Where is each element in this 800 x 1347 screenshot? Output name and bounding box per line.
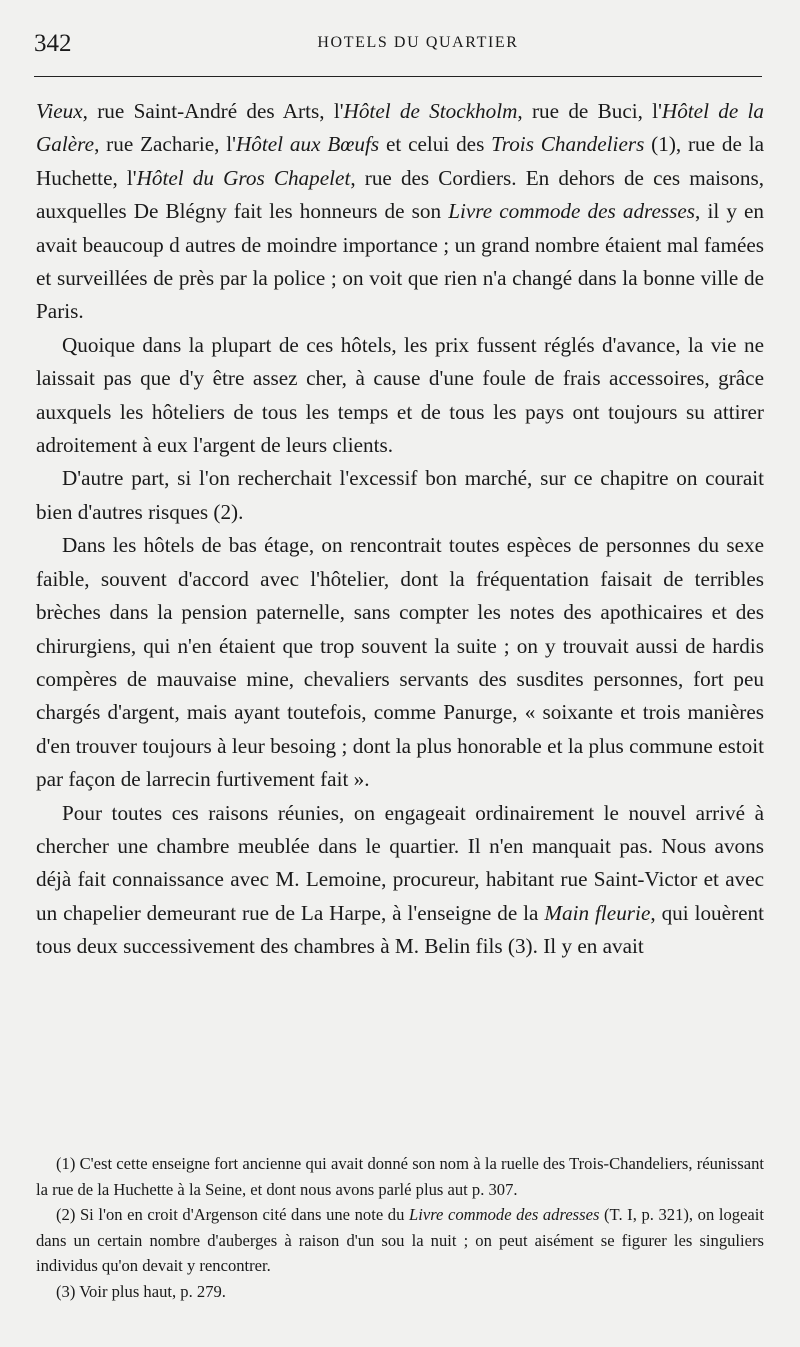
text-run: , rue des Cordiers. En dehors de ces maisons, auxquelles De Blégny fait les honneurs de son [36,165,764,224]
text-run: et celui des [379,132,492,157]
paragraph-5 [36,797,764,964]
page-header [34,28,762,68]
text-run: , rue de Buci, l' [517,99,662,123]
text-run: , qui louèrent tous deux successivement des chambres à M. Belin fils (3). Il y en avait [36,900,764,959]
text-run: , rue Zacharie, l' [94,132,236,157]
italic-text: Livre commode des adresses [448,199,696,224]
paragraph-2: Quoique dans la plupart de ces hôtels, les prix fussent réglés d'avance, la vie ne laissait pas que d'y être assez cher, à cause d'une foule de frais accessoires, grâce auxquels les hôteliers de tous les temps et de tous les pays ont toujours su attirer adroitement à eux l'argent de leurs clients. [36,332,764,458]
italic-text: Trois Chandeliers [491,132,645,157]
text-run: Pour toutes ces raisons réunies, on engageait ordinairement le nouvel arrivé à chercher une chambre meublée dans le quartier. Il n'en manquait pas. Nous avons déjà fait connaissance avec M. Lemoine, procureur, habitant rue Saint-Victor et avec un chapelier demeurant rue de La Harpe, à l'enseigne de la [36,800,764,925]
paragraph-4: Dans les hôtels de bas étage, on rencontrait toutes espèces de personnes du sexe faible, souvent d'accord avec l'hôtelier, dont la fréquentation faisait de terribles brèches dans la pension paternelle, sans compter les notes des apothicaires et des chirurgiens, qui n'en étaient que trop souvent la suite ; on y trouvait aussi de hardis compères de mauvaise mine, chevaliers servants des susdites personnes, fort peu chargés d'argent, mais ayant toutefois, comme Panurge, « soixante et trois manières d'en trouver toujours à leur besoing ; dont la plus honorable et la plus commune estoit par façon de larrecin furtivement fait ». [36,533,764,792]
footnote-2 [36,1202,764,1279]
italic-text: Main fleurie [544,900,651,925]
body-text [36,95,764,964]
italic-text: Vieux [36,99,83,123]
header-rule [34,76,762,77]
text-run: (1), rue de la Huchette, l' [36,132,764,190]
italic-text: Hôtel du Gros Chapelet [136,165,351,190]
italic-text: Hôtel aux Bœufs [236,132,380,157]
paragraph-3: D'autre part, si l'on recherchait l'excessif bon marché, sur ce chapitre on courait bien d'autres risques (2). [36,466,764,524]
footnote-3: (3) Voir plus haut, p. 279. [56,1281,226,1301]
text-run: , rue Saint-André des Arts, l' [82,99,344,123]
text-run: (2) Si l'on en croit d'Argenson cité dans une note du [56,1205,409,1225]
footnote-1: (1) C'est cette enseigne fort ancienne qui avait donné son nom à la ruelle des Trois-Chandeliers, réunissant la rue de la Huchette à la Seine, et dont nous avons parlé plus aut p. 307. [36,1154,764,1199]
footnotes [36,1151,764,1305]
italic-text: Livre commode des adresses [408,1205,600,1225]
text-run: , il y en avait beaucoup d autres de moindre importance ; un grand nombre étaient mal famées et surveillées de près par la police ; on voit que rien n'a changé dans la bonne ville de Paris. [36,199,765,324]
running-title: HOTELS DU QUARTIER [317,34,519,51]
text-run: (T. I, p. 321), on logeait dans un certain nombre d'auberges à raison d'un sou la nuit ; on peut aisément se figurer les singuliers individus qu'on devait y rencontrer. [36,1205,764,1276]
page-number: 342 [34,30,72,57]
paragraph-1 [36,95,764,329]
italic-text: Hôtel de Stockholm [343,99,518,123]
italic-text: Hôtel de la Galère [36,99,764,157]
